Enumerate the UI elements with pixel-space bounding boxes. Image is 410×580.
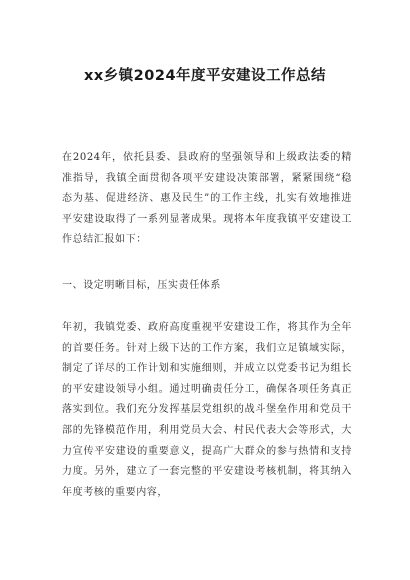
intro-paragraph: 在2024年，依托县委、县政府的坚强领导和上级政法委的精准指导，我镇全面贯彻各项平安建设决策部署，紧紧围绕“稳态为基、促进经济、惠及民生”的工作主线，扎实有效地推进平安建设取得了一系列显著成果。现将本年度我镇平安建设工作总结汇报如下： — [62, 152, 352, 246]
section-paragraph: 年初，我镇党委、政府高度重视平安建设工作，将其作为全年的首要任务。针对上级下达的工作方案，我们立足镇域实际，制定了详尽的工作计划和实施细则，并成立以党委书记为组长的平安建设领导小组。通过明确责任分工，确保各项任务真正落实到位。我们充分发挥基层党组织的战斗堡垒作用和党员干部的先锋模范作用，利用党员大会、村民代表大会等形式，大力宣传平安建设的重要意义，提高广大群众的参与热情和支持力度。另外，建立了一套完整的平安建设考核机制，将其纳入年度考核的重要内容， — [62, 322, 352, 498]
document-title: xx乡镇2024年度平安建设工作总结 — [83, 68, 327, 84]
section-heading: 一、设定明晰目标，压实责任体系 — [62, 280, 221, 291]
